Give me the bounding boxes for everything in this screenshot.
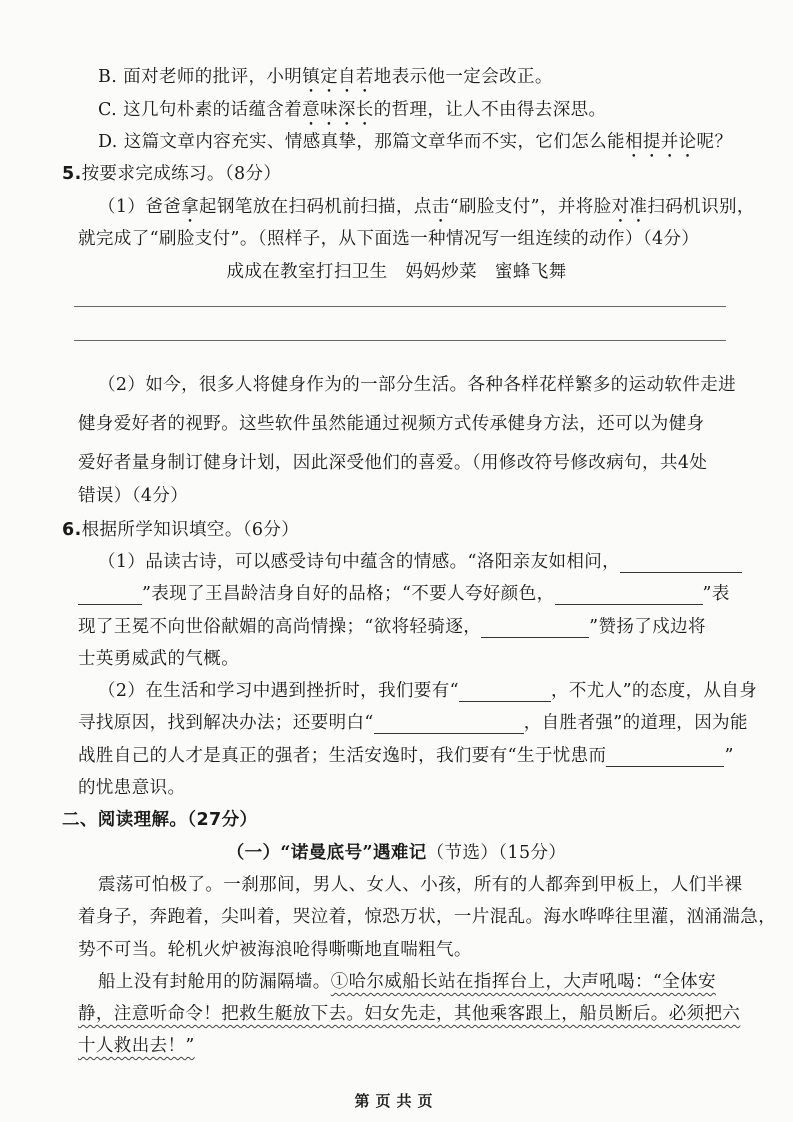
q6-line8: 的忧患意识。	[78, 778, 186, 798]
q5-part1-line2: 就完成了“刷脸支付”。（照样子，从下面选一种情况写一组连续的动作）（4分）	[78, 229, 700, 249]
dotted-verb: 对	[611, 197, 630, 217]
passage-p1-line1: 震荡可怕极了。一刹那间，男人、女人、小孩，所有的人都奔到甲板上，人们半裸	[98, 875, 743, 895]
text: ”表现了王昌龄洁身自好的品格；“不要人夸好颜色，	[142, 584, 555, 604]
fill-blank[interactable]	[555, 586, 703, 605]
option-c	[98, 99, 733, 130]
passage-title	[0, 842, 793, 864]
text: ”	[724, 746, 734, 766]
option-text: C. 这几句朴素的话蕴含着	[98, 100, 303, 120]
dotted-verb: 拿	[181, 197, 200, 217]
q5-part2-line3: 爱好者量身制订健身计划，因此深受他们的喜爱。（用修改符号修改病句，共4处	[78, 453, 708, 473]
text: ”赞扬了戍边将	[589, 617, 706, 637]
q6-line5	[98, 680, 758, 702]
question-title: 按要求完成练习。（8分）	[81, 164, 282, 184]
q5-part2-line4: 错误）（4分）	[78, 486, 189, 506]
passage-p1-line2: 着身子，奔跑着，尖叫着，哭泣着，惊恐万状，一片混乱。海水哗哗往里灌，汹涌湍急，	[78, 907, 777, 927]
passage-title-note: （节选）（15分）	[426, 843, 567, 863]
fill-blank[interactable]	[459, 683, 551, 702]
option-text: 的哲理，让人不由得去深思。	[373, 100, 607, 120]
fill-blank[interactable]	[374, 715, 524, 734]
passage-p2-line1	[98, 971, 733, 993]
answer-line[interactable]	[74, 340, 726, 341]
fill-blank[interactable]	[606, 748, 724, 767]
text: 起钢笔放在扫码机前扫描，点	[199, 197, 432, 217]
text: 船上没有封舱用的防漏隔墙。	[98, 972, 331, 992]
q6-line7	[78, 745, 733, 767]
question-title: 根据所学知识填空。（6分）	[81, 520, 300, 540]
text: ，不尤人”的态度，从自身	[550, 681, 758, 701]
option-text: 地表示他一定会改正。	[373, 67, 553, 87]
option-d	[98, 131, 733, 162]
passage-title-text: （一）“诺曼底号”遇难记	[226, 843, 427, 863]
text: ，自胜者强”的道理，因为能	[523, 713, 748, 733]
text: 现了王冕不向世俗献媚的高尚情操；“欲将轻骑逐，	[78, 617, 482, 637]
text: （1）品读古诗，可以感受诗句中蕴含的情感。“洛阳亲友如相问，	[98, 552, 621, 572]
q5-choices: 成成在教室打扫卫生 妈妈炒菜 蜜蜂飞舞	[226, 262, 567, 282]
q6-line2	[78, 583, 733, 605]
answer-line[interactable]	[74, 306, 726, 307]
q5-part1-line1	[98, 196, 755, 227]
fill-blank[interactable]	[620, 554, 742, 573]
q6-line3	[78, 616, 733, 638]
text: 战胜自己的人才是真正的强者；生活安逸时，我们要有“生于忧患而	[78, 746, 607, 766]
text: （1）爸爸	[98, 197, 182, 217]
text: “刷脸支付”，并将脸	[449, 197, 612, 217]
q6-line1	[98, 551, 733, 573]
q5-part2-line2: 健身爱好者的视野。这些软件虽然能通过视频方式传承健身方法，还可以为健身	[78, 414, 705, 434]
passage-p1-line3: 势不可当。轮机火炉被海浪呛得嘶嘶地直喘粗气。	[78, 940, 472, 960]
dotted-idiom: 相提并论	[624, 132, 697, 152]
wavy-underlined-sentence: 静，注意听命令！把救生艇放下去。妇女先走，其他乘客跟上，船员断后。必须把六	[78, 1004, 741, 1024]
question-5-heading	[62, 163, 733, 185]
passage-p2-line3	[78, 1035, 733, 1057]
dotted-idiom: 镇定自若	[302, 67, 374, 87]
text: 扫码机识别，	[647, 197, 755, 217]
section-2-heading: 二、阅读理解。（27分）	[62, 810, 258, 830]
text: ”表	[702, 584, 730, 604]
wavy-underlined-sentence: 十人救出去！”	[78, 1036, 195, 1056]
option-text: B. 面对老师的批评，小明	[98, 67, 303, 87]
option-text: D. 这篇文章内容充实、情感真挚，那篇文章华而不实，它们怎么能	[98, 132, 625, 152]
question-number: 6.	[62, 520, 82, 540]
dotted-verb: 准	[629, 197, 648, 217]
q5-part2-line1: （2）如今，很多人将健身作为的一部分生活。各种各样花样繁多的运动软件走进	[98, 375, 737, 395]
q6-line6	[78, 712, 748, 734]
wavy-underlined-sentence: ①哈尔威船长站在指挥台上，大声吼喝：“全体安	[330, 972, 716, 992]
page-footer: 第页共页	[354, 1092, 439, 1110]
option-b	[98, 66, 733, 97]
text: 寻找原因，找到解决办法；还要明白“	[78, 713, 374, 733]
text: （2）在生活和学习中遇到挫折时，我们要有“	[98, 681, 459, 701]
fill-blank[interactable]	[78, 586, 142, 605]
passage-p2-line2	[78, 1003, 741, 1025]
dotted-verb: 击	[431, 197, 450, 217]
q6-line4: 士英勇威武的气概。	[78, 649, 240, 669]
fill-blank[interactable]	[481, 619, 589, 638]
option-text: 呢？	[696, 132, 733, 152]
question-number: 5.	[62, 164, 82, 184]
question-6-heading	[62, 519, 733, 541]
dotted-idiom: 意味深长	[302, 100, 374, 120]
